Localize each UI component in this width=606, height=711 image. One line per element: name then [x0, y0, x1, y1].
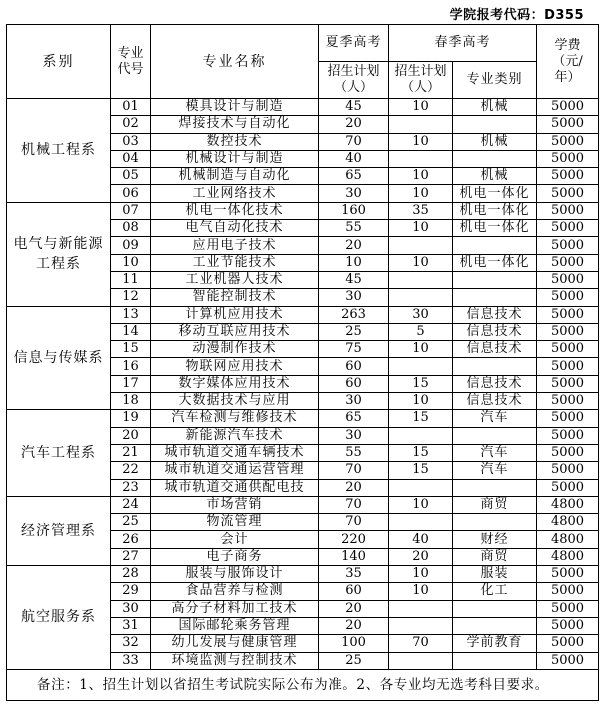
- spring-category: 机电一体化: [453, 185, 537, 202]
- spring-category: 机械: [453, 168, 537, 185]
- summer-plan: 220: [319, 531, 389, 548]
- enrollment-table: [6, 24, 599, 701]
- header-spring-category: 专业类别: [453, 62, 537, 99]
- tuition-fee: 5000: [537, 306, 599, 323]
- spring-plan: 15: [389, 462, 453, 479]
- spring-category: 信息技术: [453, 375, 537, 392]
- summer-plan: 70: [319, 462, 389, 479]
- tuition-fee: 5000: [537, 99, 599, 116]
- tuition-fee: 5000: [537, 462, 599, 479]
- major-code: 02: [111, 116, 151, 133]
- major-code: 22: [111, 462, 151, 479]
- spring-plan: 30: [389, 306, 453, 323]
- header-fee: [537, 25, 599, 99]
- summer-plan: 35: [319, 566, 389, 583]
- spring-plan: [389, 150, 453, 167]
- major-name: 机电一体化技术: [151, 202, 319, 219]
- tuition-fee: 5000: [537, 341, 599, 358]
- summer-plan: 10: [319, 254, 389, 271]
- major-code: 13: [111, 306, 151, 323]
- tuition-fee: 5000: [537, 168, 599, 185]
- spring-category: 机电一体化: [453, 254, 537, 271]
- major-code: 04: [111, 150, 151, 167]
- spring-category: 化工: [453, 583, 537, 600]
- major-code: 30: [111, 600, 151, 617]
- spring-category: [453, 427, 537, 444]
- spring-category: 商贸: [453, 548, 537, 565]
- major-name: 应用电子技术: [151, 237, 319, 254]
- spring-category: [453, 150, 537, 167]
- table-row: [7, 410, 599, 427]
- summer-plan: 25: [319, 323, 389, 340]
- spring-category: [453, 358, 537, 375]
- summer-plan: 40: [319, 150, 389, 167]
- spring-plan: 10: [389, 168, 453, 185]
- summer-plan: 60: [319, 375, 389, 392]
- header-spring-plan: [389, 62, 453, 99]
- header-summer-exam: 夏季高考: [319, 25, 389, 62]
- tuition-fee: 5000: [537, 479, 599, 496]
- spring-category: [453, 289, 537, 306]
- major-code: 26: [111, 531, 151, 548]
- spring-plan: [389, 617, 453, 634]
- summer-plan: 140: [319, 548, 389, 565]
- major-code: 09: [111, 237, 151, 254]
- spring-plan: 10: [389, 341, 453, 358]
- summer-plan: 60: [319, 358, 389, 375]
- spring-plan: 5: [389, 323, 453, 340]
- major-name: 城市轨道交通供配电技: [151, 479, 319, 496]
- spring-category: 学前教育: [453, 635, 537, 652]
- spring-plan: [389, 600, 453, 617]
- major-name: 电气自动化技术: [151, 220, 319, 237]
- major-code: 16: [111, 358, 151, 375]
- major-name: 模具设计与制造: [151, 99, 319, 116]
- major-code: 17: [111, 375, 151, 392]
- spring-category: [453, 116, 537, 133]
- summer-plan: 30: [319, 427, 389, 444]
- tuition-fee: 5000: [537, 237, 599, 254]
- tuition-fee: 5000: [537, 323, 599, 340]
- major-name: 高分子材料加工技术: [151, 600, 319, 617]
- spring-category: 信息技术: [453, 323, 537, 340]
- table-body: [7, 99, 599, 670]
- spring-plan: 10: [389, 185, 453, 202]
- spring-category: [453, 514, 537, 531]
- spring-category: 商贸: [453, 496, 537, 513]
- major-name: 数控技术: [151, 133, 319, 150]
- spring-category: [453, 271, 537, 288]
- spring-plan: [389, 427, 453, 444]
- tuition-fee: 5000: [537, 583, 599, 600]
- major-code: 07: [111, 202, 151, 219]
- tuition-fee: 5000: [537, 220, 599, 237]
- department-name: 汽车工程系: [7, 410, 111, 496]
- tuition-fee: 5000: [537, 427, 599, 444]
- tuition-fee: 5000: [537, 202, 599, 219]
- tuition-fee: 5000: [537, 150, 599, 167]
- spring-category: [453, 617, 537, 634]
- major-name: 食品营养与检测: [151, 583, 319, 600]
- major-code: 31: [111, 617, 151, 634]
- tuition-fee: 5000: [537, 393, 599, 410]
- spring-plan: [389, 289, 453, 306]
- major-name: 城市轨道交通运营管理: [151, 462, 319, 479]
- spring-category: 汽车: [453, 444, 537, 461]
- department-name: 电气与新能源工程系: [7, 202, 111, 306]
- spring-plan: 10: [389, 133, 453, 150]
- spring-plan: 10: [389, 566, 453, 583]
- major-code: 06: [111, 185, 151, 202]
- spring-category: 服装: [453, 566, 537, 583]
- table-row: [7, 99, 599, 116]
- tuition-fee: 5000: [537, 652, 599, 669]
- spring-plan: [389, 116, 453, 133]
- summer-plan: 70: [319, 496, 389, 513]
- spring-category: [453, 652, 537, 669]
- department-name: 航空服务系: [7, 566, 111, 670]
- table-row: [7, 202, 599, 219]
- summer-plan: 45: [319, 271, 389, 288]
- spring-plan: 10: [389, 99, 453, 116]
- tuition-fee: 5000: [537, 566, 599, 583]
- major-name: 机械制造与自动化: [151, 168, 319, 185]
- summer-plan: 30: [319, 185, 389, 202]
- major-code: 18: [111, 393, 151, 410]
- major-name: 市场营销: [151, 496, 319, 513]
- header-fee-text: 学费 （元/ 年）: [552, 37, 583, 85]
- spring-category: 汽车: [453, 410, 537, 427]
- major-name: 服装与服饰设计: [151, 566, 319, 583]
- major-name: 会计: [151, 531, 319, 548]
- major-name: 电子商务: [151, 548, 319, 565]
- header-major-name: 专业名称: [151, 25, 319, 99]
- major-name: 机械设计与制造: [151, 150, 319, 167]
- spring-category: [453, 600, 537, 617]
- major-code: 25: [111, 514, 151, 531]
- major-code: 15: [111, 341, 151, 358]
- major-name: 工业节能技术: [151, 254, 319, 271]
- major-name: 幼儿发展与健康管理: [151, 635, 319, 652]
- summer-plan: 20: [319, 237, 389, 254]
- major-name: 城市轨道交通车辆技术: [151, 444, 319, 461]
- spring-category: 机电一体化: [453, 220, 537, 237]
- major-name: 环境监测与控制技术: [151, 652, 319, 669]
- summer-plan: 100: [319, 635, 389, 652]
- summer-plan: 20: [319, 617, 389, 634]
- spring-plan: 10: [389, 583, 453, 600]
- spring-category: 信息技术: [453, 341, 537, 358]
- spring-plan: [389, 271, 453, 288]
- spring-category: 汽车: [453, 462, 537, 479]
- major-code: 03: [111, 133, 151, 150]
- tuition-fee: 5000: [537, 116, 599, 133]
- header-code: [111, 25, 151, 99]
- major-name: 计算机应用技术: [151, 306, 319, 323]
- spring-plan: [389, 479, 453, 496]
- major-name: 动漫制作技术: [151, 341, 319, 358]
- major-name: 汽车检测与维修技术: [151, 410, 319, 427]
- major-name: 工业网络技术: [151, 185, 319, 202]
- spring-plan: 10: [389, 220, 453, 237]
- spring-plan: 15: [389, 410, 453, 427]
- tuition-fee: 5000: [537, 289, 599, 306]
- summer-plan: 263: [319, 306, 389, 323]
- major-code: 27: [111, 548, 151, 565]
- tuition-fee: 4800: [537, 514, 599, 531]
- major-code: 23: [111, 479, 151, 496]
- summer-plan: 25: [319, 652, 389, 669]
- spring-category: 机械: [453, 133, 537, 150]
- major-code: 10: [111, 254, 151, 271]
- header-spring-plan-text: 招生计划 （人）: [394, 64, 447, 95]
- header-summer-plan: [319, 62, 389, 99]
- summer-plan: 20: [319, 116, 389, 133]
- major-name: 智能控制技术: [151, 289, 319, 306]
- major-name: 焊接技术与自动化: [151, 116, 319, 133]
- tuition-fee: 5000: [537, 375, 599, 392]
- spring-plan: 10: [389, 254, 453, 271]
- summer-plan: 65: [319, 410, 389, 427]
- tuition-fee: 5000: [537, 185, 599, 202]
- spring-plan: [389, 652, 453, 669]
- summer-plan: 30: [319, 393, 389, 410]
- summer-plan: 55: [319, 220, 389, 237]
- major-code: 19: [111, 410, 151, 427]
- tuition-fee: 5000: [537, 444, 599, 461]
- department-name: 经济管理系: [7, 496, 111, 565]
- tuition-fee: 5000: [537, 617, 599, 634]
- summer-plan: 70: [319, 514, 389, 531]
- major-code: 24: [111, 496, 151, 513]
- major-code: 08: [111, 220, 151, 237]
- tuition-fee: 5000: [537, 133, 599, 150]
- spring-category: 财经: [453, 531, 537, 548]
- major-code: 29: [111, 583, 151, 600]
- header-spring-exam: 春季高考: [389, 25, 537, 62]
- spring-plan: 40: [389, 531, 453, 548]
- summer-plan: 75: [319, 341, 389, 358]
- tuition-fee: 5000: [537, 254, 599, 271]
- spring-category: 机电一体化: [453, 202, 537, 219]
- summer-plan: 60: [319, 583, 389, 600]
- major-name: 物流管理: [151, 514, 319, 531]
- spring-category: 信息技术: [453, 306, 537, 323]
- tuition-fee: 4800: [537, 496, 599, 513]
- summer-plan: 55: [319, 444, 389, 461]
- tuition-fee: 5000: [537, 271, 599, 288]
- summer-plan: 160: [319, 202, 389, 219]
- summer-plan: 20: [319, 600, 389, 617]
- department-name: 机械工程系: [7, 99, 111, 203]
- major-name: 国际邮轮乘务管理: [151, 617, 319, 634]
- tuition-fee: 5000: [537, 635, 599, 652]
- major-code: 33: [111, 652, 151, 669]
- major-code: 32: [111, 635, 151, 652]
- major-name: 数字媒体应用技术: [151, 375, 319, 392]
- summer-plan: 20: [319, 479, 389, 496]
- major-name: 物联网应用技术: [151, 358, 319, 375]
- tuition-fee: 4800: [537, 531, 599, 548]
- major-code: 11: [111, 271, 151, 288]
- spring-plan: 10: [389, 496, 453, 513]
- major-name: 移动互联应用技术: [151, 323, 319, 340]
- major-name: 工业机器人技术: [151, 271, 319, 288]
- spring-plan: [389, 514, 453, 531]
- spring-plan: [389, 237, 453, 254]
- summer-plan: 45: [319, 99, 389, 116]
- major-code: 21: [111, 444, 151, 461]
- spring-plan: 20: [389, 548, 453, 565]
- major-code: 14: [111, 323, 151, 340]
- footnote: 备注：1、招生计划以省招生考试院实际公布为准。2、各专业均无选考科目要求。: [7, 669, 599, 700]
- major-code: 01: [111, 99, 151, 116]
- summer-plan: 70: [319, 133, 389, 150]
- spring-category: [453, 479, 537, 496]
- major-code: 05: [111, 168, 151, 185]
- spring-plan: 10: [389, 393, 453, 410]
- major-code: 28: [111, 566, 151, 583]
- spring-category: 信息技术: [453, 393, 537, 410]
- major-name: 新能源汽车技术: [151, 427, 319, 444]
- summer-plan: 30: [319, 289, 389, 306]
- spring-plan: 70: [389, 635, 453, 652]
- spring-plan: 15: [389, 375, 453, 392]
- header-summer-plan-text: 招生计划 （人）: [327, 64, 380, 95]
- table-row: [7, 306, 599, 323]
- spring-plan: [389, 358, 453, 375]
- major-code: 12: [111, 289, 151, 306]
- tuition-fee: 5000: [537, 358, 599, 375]
- spring-plan: 35: [389, 202, 453, 219]
- header-dept: 系别: [7, 25, 111, 99]
- tuition-fee: 5000: [537, 600, 599, 617]
- summer-plan: 65: [319, 168, 389, 185]
- department-name: 信息与传媒系: [7, 306, 111, 410]
- major-code: 20: [111, 427, 151, 444]
- table-row: [7, 496, 599, 513]
- major-name: 大数据技术与应用: [151, 393, 319, 410]
- spring-category: [453, 237, 537, 254]
- header-code-text: 专业 代号: [117, 45, 144, 77]
- institution-code: 学院报考代码：D355: [449, 8, 584, 23]
- tuition-fee: 5000: [537, 410, 599, 427]
- spring-category: 机械: [453, 99, 537, 116]
- spring-plan: 15: [389, 444, 453, 461]
- table-row: [7, 566, 599, 583]
- tuition-fee: 4800: [537, 548, 599, 565]
